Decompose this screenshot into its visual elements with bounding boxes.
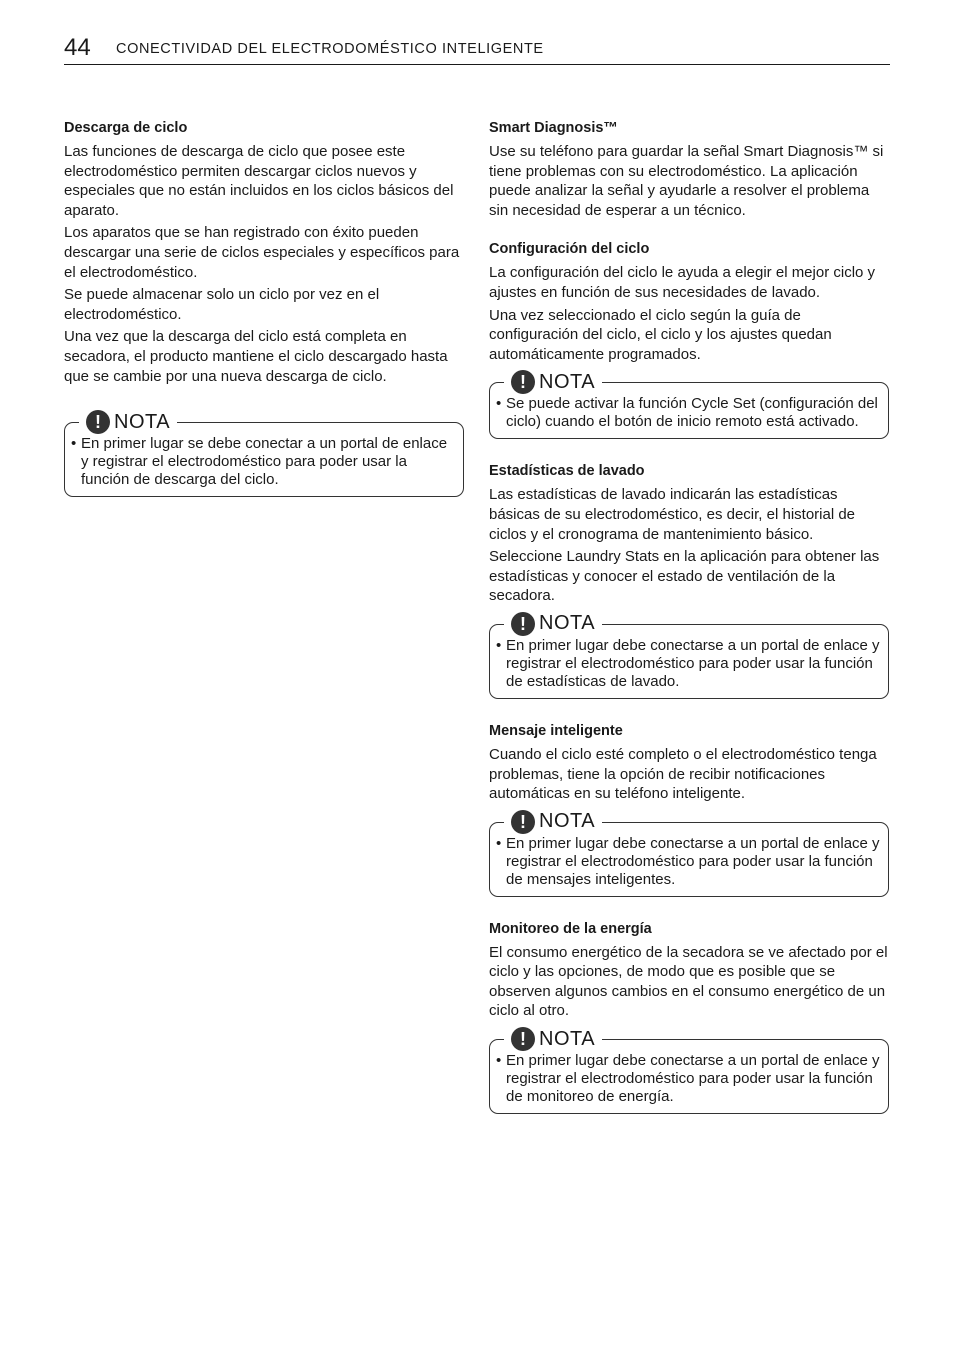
note-item: • En primer lugar debe conectarse a un portal de enlace y registrar el electrodoméstico para poder usar la función de mensajes inteligentes. [496, 835, 880, 889]
note-label: NOTA [539, 810, 596, 833]
right-column [489, 118, 889, 1114]
section-mensaje-inteligente [489, 721, 889, 897]
section-estadisticas-de-lavado [489, 461, 889, 699]
note-box [489, 612, 889, 699]
paragraph: Las estadísticas de lavado indicarán las estadísticas básicas de su electrodoméstico, es decir, el historial de ciclos y el cronograma de mantenimiento básico. [489, 486, 856, 543]
exclamation-icon: ! [511, 810, 535, 834]
paragraph: El consumo energético de la secadora se ve afectado por el ciclo y las opciones, de modo que es posible que se observen algunos cambios en el consumo energético de un ciclo al otro. [489, 943, 888, 1020]
section-heading: Configuración del ciclo [489, 241, 650, 258]
left-column [64, 118, 464, 497]
note-box [489, 1027, 889, 1114]
section-monitoreo-de-la-energia [489, 919, 889, 1114]
note-item: • Se puede activar la función Cycle Set (configuración del ciclo) cuando el botón de inicio remoto está activado. [496, 395, 880, 431]
note-header [79, 410, 177, 434]
note-box [489, 370, 889, 439]
note-item: • En primer lugar debe conectarse a un portal de enlace y registrar el electrodoméstico para poder usar la función de monitoreo de energía. [496, 1052, 880, 1106]
paragraph: Cuando el ciclo esté completo o el electrodoméstico tenga problemas, tiene la opción de recibir notificaciones automáticas en su teléfono inteligente. [489, 745, 877, 803]
exclamation-icon: ! [511, 612, 535, 636]
section-heading: Estadísticas de lavado [489, 463, 645, 480]
note-header [504, 370, 602, 394]
note-header [504, 612, 602, 636]
section-heading: Descarga de ciclo [64, 120, 188, 136]
note-item: • En primer lugar se debe conectar a un portal de enlace y registrar el electrodoméstico para poder usar la función de descarga del ciclo. [71, 435, 455, 489]
note-box [64, 410, 464, 497]
note-label: NOTA [539, 1027, 596, 1050]
page-number: 44 [64, 34, 91, 61]
section-smart-diagnosis [489, 118, 889, 220]
paragraph: La configuración del ciclo le ayuda a elegir el mejor ciclo y ajustes en función de sus necesidades de lavado. [489, 264, 876, 301]
note-label: NOTA [539, 612, 596, 635]
note-item: • En primer lugar debe conectarse a un portal de enlace y registrar el electrodoméstico para poder usar la función de estadísticas de lavado. [496, 637, 880, 691]
paragraph: Los aparatos que se han registrado con éxito pueden descargar una serie de ciclos especiales y específicos para el electrodoméstico. [64, 224, 460, 281]
paragraph: Una vez seleccionado el ciclo según la guía de configuración del ciclo, el ciclo y los ajustes quedan automáticamente programados. [489, 306, 832, 363]
paragraph: Las funciones de descarga de ciclo que posee este electrodoméstico permiten descargar ciclos nuevos y especiales que no están incluidos en los ciclos básicos del aparato. [64, 143, 454, 219]
section-descarga-de-ciclo [64, 118, 464, 497]
note-header [504, 810, 602, 834]
exclamation-icon: ! [511, 1027, 535, 1051]
paragraph: Use su teléfono para guardar la señal Smart Diagnosis™ si tiene problemas con su electrodoméstico. La aplicación puede analizar la señal y ayudarle a resolver el problema sin necesidad de esperar a un técnico. [489, 143, 884, 219]
paragraph: Seleccione Laundry Stats en la aplicación para obtener las estadísticas y conocer el estado de ventilación de la secadora. [489, 548, 880, 605]
section-heading: Monitoreo de la energía [489, 920, 652, 937]
note-box [489, 810, 889, 897]
exclamation-icon: ! [86, 410, 110, 434]
paragraph: Se puede almacenar solo un ciclo por vez en el electrodoméstico. [64, 286, 380, 323]
section-configuracion-del-ciclo [489, 239, 889, 439]
section-heading: Smart Diagnosis™ [489, 120, 618, 136]
note-label: NOTA [114, 410, 171, 433]
note-label: NOTA [539, 370, 596, 393]
section-title: CONECTIVIDAD DEL ELECTRODOMÉSTICO INTELIGENTE [116, 41, 544, 57]
exclamation-icon: ! [511, 370, 535, 394]
paragraph: Una vez que la descarga del ciclo está completa en secadora, el producto mantiene el ciclo descargado hasta que se cambie por una nueva descarga de ciclo. [64, 328, 448, 385]
note-header [504, 1027, 602, 1051]
section-heading: Mensaje inteligente [489, 722, 623, 739]
page-header [64, 34, 890, 65]
